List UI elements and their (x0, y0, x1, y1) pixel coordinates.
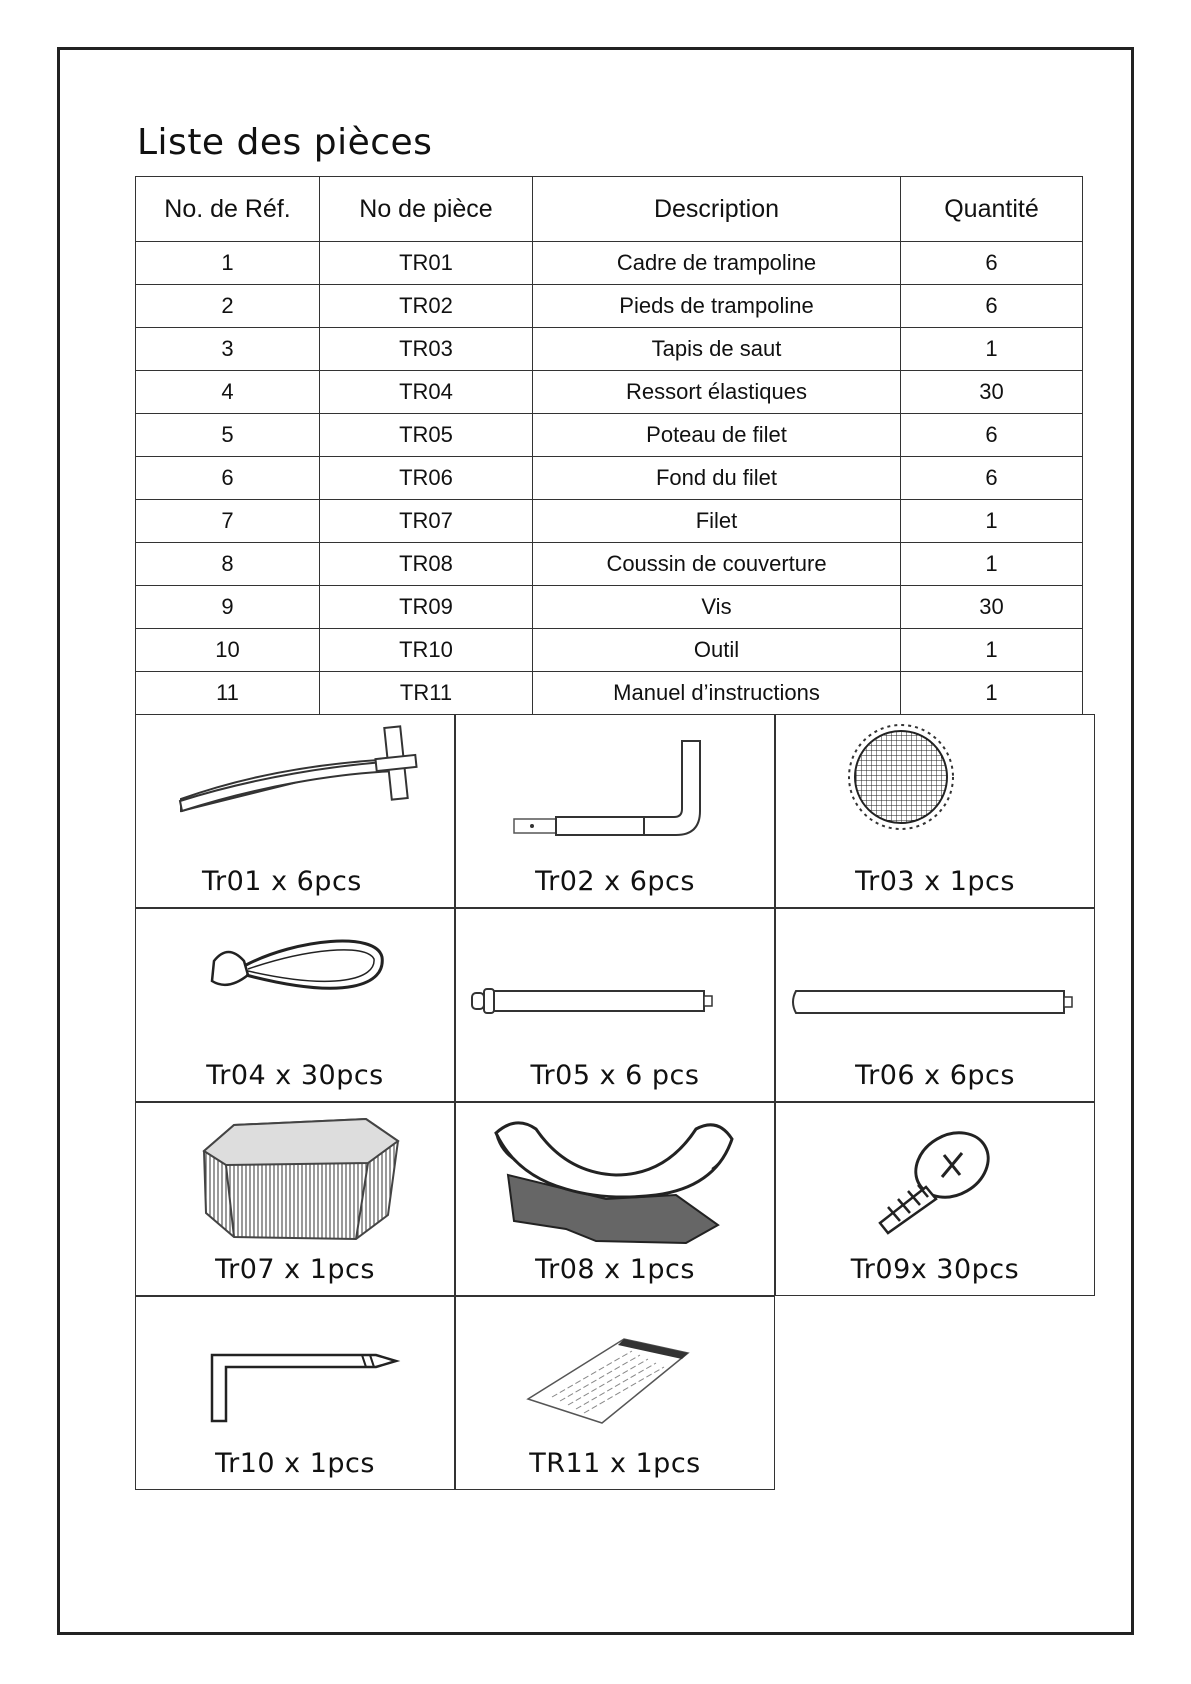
cell-part-no: TR11 (320, 672, 533, 715)
header-part-no: No de pièce (320, 177, 533, 242)
part-cell-tr09 (775, 1102, 1095, 1296)
table-row (136, 328, 1083, 371)
cell-quantity: 1 (901, 328, 1083, 371)
part-label-tr11: TR11 x 1pcs (529, 1448, 701, 1479)
part-cell-tr05 (455, 908, 775, 1102)
part-label-tr04: Tr04 x 30pcs (206, 1060, 384, 1091)
table-header-row (136, 177, 1083, 242)
table-row (136, 586, 1083, 629)
part-label-tr09: Tr09x 30pcs (850, 1254, 1020, 1285)
header-quantity: Quantité (901, 177, 1083, 242)
part-cell-tr01 (135, 714, 455, 908)
table-row (136, 629, 1083, 672)
cell-description: Pieds de trampoline (533, 285, 901, 328)
cell-quantity: 30 (901, 371, 1083, 414)
cell-quantity: 1 (901, 629, 1083, 672)
cell-description: Outil (533, 629, 901, 672)
cell-part-no: TR09 (320, 586, 533, 629)
cell-quantity: 1 (901, 543, 1083, 586)
part-cell-tr03 (775, 714, 1095, 908)
cell-part-no: TR06 (320, 457, 533, 500)
part-label-tr08: Tr08 x 1pcs (535, 1254, 695, 1285)
cell-part-no: TR07 (320, 500, 533, 543)
part-label-tr01: Tr01 x 6pcs (202, 866, 362, 897)
cell-ref: 1 (136, 242, 320, 285)
cell-part-no: TR04 (320, 371, 533, 414)
cell-description: Manuel d’instructions (533, 672, 901, 715)
cell-ref: 7 (136, 500, 320, 543)
cell-part-no: TR01 (320, 242, 533, 285)
table-row (136, 414, 1083, 457)
header-description: Description (533, 177, 901, 242)
parts-table (135, 176, 1083, 715)
table-row (136, 242, 1083, 285)
cell-ref: 6 (136, 457, 320, 500)
part-cell-tr04 (135, 908, 455, 1102)
part-cell-tr06 (775, 908, 1095, 1102)
cell-quantity: 6 (901, 414, 1083, 457)
cell-part-no: TR10 (320, 629, 533, 672)
cell-ref: 4 (136, 371, 320, 414)
cell-ref: 2 (136, 285, 320, 328)
cell-ref: 3 (136, 328, 320, 371)
cell-description: Vis (533, 586, 901, 629)
part-cell-tr11 (455, 1296, 775, 1490)
cell-part-no: TR05 (320, 414, 533, 457)
cell-quantity: 1 (901, 500, 1083, 543)
cell-description: Poteau de filet (533, 414, 901, 457)
table-row (136, 371, 1083, 414)
part-label-tr05: Tr05 x 6 pcs (530, 1060, 700, 1091)
table-row (136, 543, 1083, 586)
part-cell-tr07 (135, 1102, 455, 1296)
cell-ref: 5 (136, 414, 320, 457)
cell-ref: 8 (136, 543, 320, 586)
cell-description: Filet (533, 500, 901, 543)
cell-quantity: 6 (901, 457, 1083, 500)
cell-description: Fond du filet (533, 457, 901, 500)
part-label-tr10: Tr10 x 1pcs (215, 1448, 375, 1479)
cell-description: Ressort élastiques (533, 371, 901, 414)
cell-part-no: TR03 (320, 328, 533, 371)
cell-ref: 9 (136, 586, 320, 629)
table-row (136, 500, 1083, 543)
part-cell-tr02 (455, 714, 775, 908)
cell-description: Cadre de trampoline (533, 242, 901, 285)
part-cell-tr08 (455, 1102, 775, 1296)
cell-description: Tapis de saut (533, 328, 901, 371)
cell-quantity: 6 (901, 242, 1083, 285)
part-label-tr03: Tr03 x 1pcs (855, 866, 1015, 897)
cell-part-no: TR02 (320, 285, 533, 328)
cell-quantity: 30 (901, 586, 1083, 629)
table-row (136, 457, 1083, 500)
page-title: Liste des pièces (137, 122, 433, 163)
part-label-tr06: Tr06 x 6pcs (855, 1060, 1015, 1091)
part-cell-tr10 (135, 1296, 455, 1490)
table-row (136, 672, 1083, 715)
part-label-tr02: Tr02 x 6pcs (535, 866, 695, 897)
cell-part-no: TR08 (320, 543, 533, 586)
table-row (136, 285, 1083, 328)
cell-ref: 10 (136, 629, 320, 672)
header-ref: No. de Réf. (136, 177, 320, 242)
cell-quantity: 1 (901, 672, 1083, 715)
cell-ref: 11 (136, 672, 320, 715)
cell-description: Coussin de couverture (533, 543, 901, 586)
cell-quantity: 6 (901, 285, 1083, 328)
part-label-tr07: Tr07 x 1pcs (215, 1254, 375, 1285)
